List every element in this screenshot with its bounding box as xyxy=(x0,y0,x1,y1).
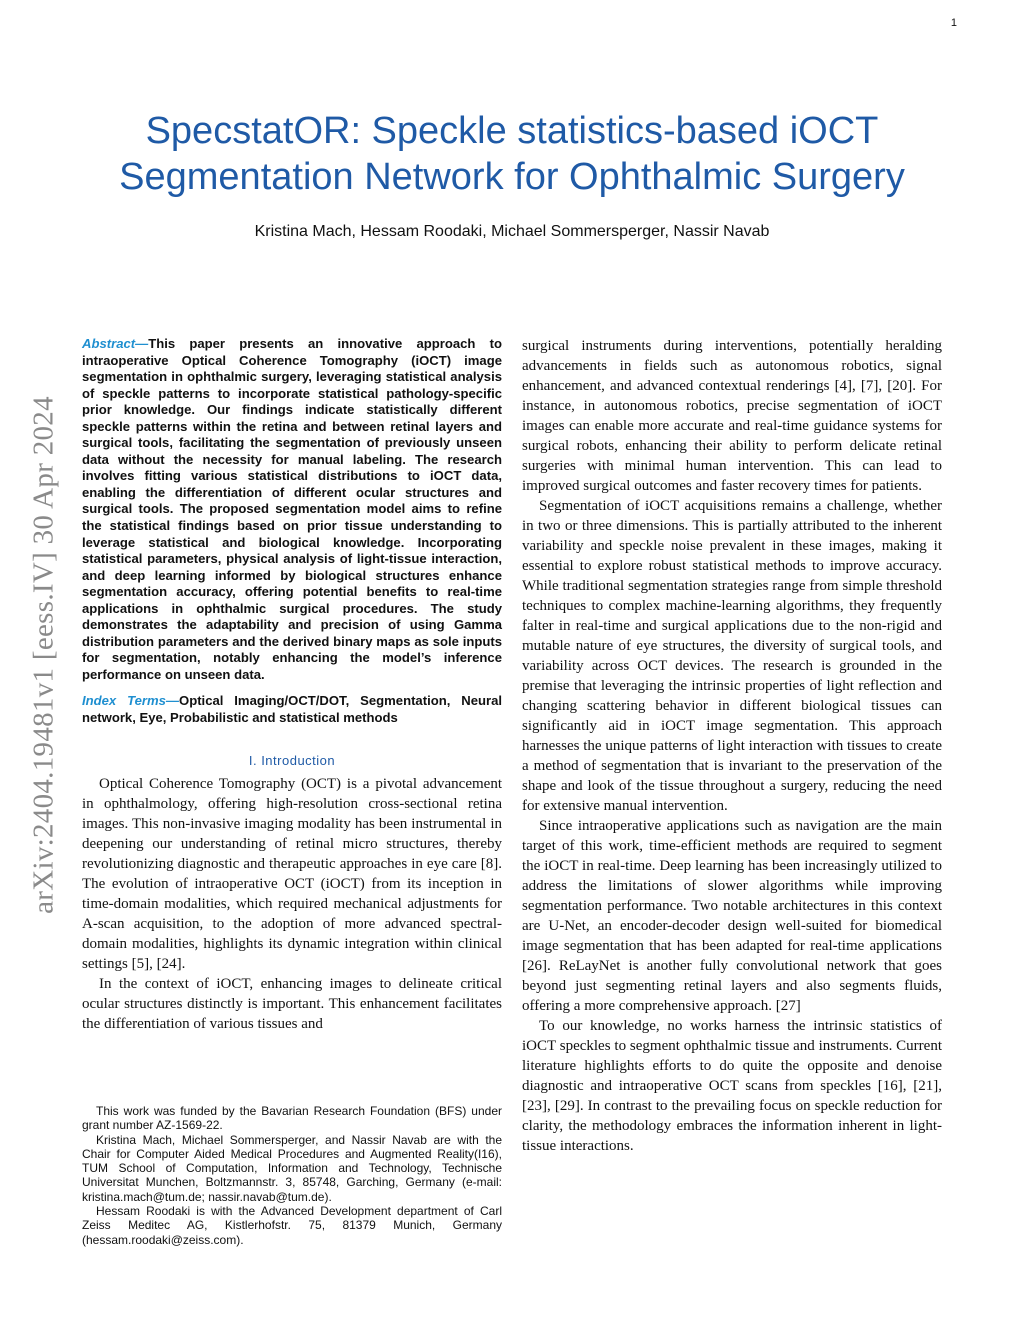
footnote-funding: This work was funded by the Bavarian Research Foundation (BFS) under grant number AZ-1569-22. xyxy=(82,1104,502,1133)
author-list: Kristina Mach, Hessam Roodaki, Michael Sommersperger, Nassir Navab xyxy=(254,223,770,240)
paper-title xyxy=(0,108,1024,200)
left-column xyxy=(82,336,502,1034)
right-column xyxy=(522,336,942,1156)
section-heading-introduction: I. Introduction xyxy=(248,752,336,768)
body-paragraph: Optical Coherence Tomography (OCT) is a pivotal advancement in ophthalmology, offering high-resolution cross-sectional retina images. This non-invasive imaging modality has been instrumental in deepening our understanding of retinal micro structures, thereby revolutionizing diagnostic and therapeutic approaches in eye care [8]. The evolution of intraoperative OCT (iOCT) from its inception in time-domain modalities, which required mechanical adjustments for A-scan acquisition, to the adoption of more advanced spectral-domain modalities, highlights its dynamic integration within clinical settings [5], [24]. xyxy=(82,775,502,972)
abstract-label: Abstract— xyxy=(82,336,149,351)
arxiv-identifier xyxy=(26,350,62,960)
body-paragraph: Segmentation of iOCT acquisitions remains a challenge, whether in two or three dimensions. This is partially attributed to the inherent variability and speckle noise prevalent in these images, making it essential to explore robust statistical methods to improve accuracy. While traditional segmentation strategies range from simple threshold techniques to complex machine-learning algorithms, they frequently falter in real-time and surgical applications due to the non-rigid and mutable nature of eye structures, the diversity of surgical tools, and variability across OCT devices. The research is grounded in the premise that leveraging the intrinsic properties of light reflection and changing scattering behavior in different biological tissues can significantly aid in iOCT image segmentation. This approach harnesses the unique patterns of light interaction with tissues to create a method of segmentation that is invariant to the preservation of the shape and look of the tissue throughout a surgery, reducing the need for extensive manual intervention. xyxy=(522,498,942,814)
body-paragraph: To our knowledge, no works harness the intrinsic statistics of iOCT speckles to segment ophthalmic tissue and instruments. Current literature highlights efforts to do quite the opposite and denoise diagnostic and intraoperative OCT scans from speckles [16], [21], [23], [29]. In contrast to the prevailing focus on speckle reduction for clarity, the methodology embraces the information inherent in light-tissue interactions. xyxy=(522,1018,942,1154)
arxiv-identifier-text: arXiv:2404.19481v1 [eess.IV] 30 Apr 2024 xyxy=(27,396,60,914)
title-line: Segmentation Network for Ophthalmic Surgery xyxy=(119,156,905,198)
abstract-text: This paper presents an innovative approach to intraoperative Optical Coherence Tomography (iOCT) image segmentation in ophthalmic surgery, leveraging statistical analysis of speckle patterns to incorporate statistical pathology-specific prior knowledge. Our findings indicate statistically different speckle patterns within the retina and between retinal layers and surgical tools, facilitating the segmentation of previously unseen data without the necessity for manual labeling. The research involves fitting various statistical distributions to iOCT data, enabling the differentiation of different ocular structures and surgical tools. The proposed segmentation model aims to refine the statistical findings based on prior tissue understanding to leverage statistical and biological knowledge. Incorporating statistical parameters, physical analysis of light-tissue interaction, and deep learning informed by biological structures enhance segmentation accuracy, offering potential benefits to real-time applications in ophthalmic surgical procedures. The study demonstrates the adaptability and precision of using Gamma distribution parameters and the derived binary maps as sole inputs for segmentation, notably enhancing the model’s inference performance on unseen data. xyxy=(82,336,502,682)
index-terms xyxy=(82,693,502,726)
body-paragraph-continued: surgical instruments during interventions, potentially heralding advancements in fields such as autonomous robotics, signal enhancement, and advanced contextual renderings [4], [7], [20]. For instance, in autonomous robotics, precise segmentation of iOCT images can enable more accurate and real-time guidance systems for surgical robots, enhancing their ability to perform delicate retinal surgeries with minimal human intervention. This can lead to improved surgical outcomes and faster recovery times for patients. xyxy=(522,338,942,494)
page-number: 1 xyxy=(950,17,957,29)
body-paragraph: In the context of iOCT, enhancing images to delineate critical ocular structures distinctly is important. This enhancement facilitates the differentiation of various tissues and xyxy=(82,975,502,1032)
footnote-affiliation: Hessam Roodaki is with the Advanced Development department of Carl Zeiss Meditec AG, Kistlerhofstr. 75, 81379 Munich, Germany (hessam.roodaki@zeiss.com). xyxy=(82,1204,502,1247)
index-terms-label: Index Terms— xyxy=(82,693,180,709)
footnote-affiliation: Kristina Mach, Michael Sommersperger, and Nassir Navab are with the Chair for Computer Aided Medical Procedures and Augmented Reality(I16), TUM School of Computation, Information and Technology, Technische Universitat Munchen, Boltzmannstr. 3, 85748, Garching, Germany (e-mail: kristina.mach@tum.de; nassir.navab@tum.de). xyxy=(82,1132,502,1204)
abstract xyxy=(82,336,502,683)
index-terms-text: Optical Imaging/OCT/DOT, Segmentation, Neural network, Eye, Probabilistic and statistical methods xyxy=(82,693,502,726)
body-paragraph: Since intraoperative applications such as navigation are the main target of this work, time-efficient methods are required to segment the iOCT in real-time. Deep learning has been increasingly utilized to address the limitations of slower algorithms while improving segmentation performance. Two notable architectures in this context are U-Net, an encoder-decoder design well-suited for biomedical image segmentation that has been adapted for real-time applications [26]. ReLayNet is another fully convolutional network that goes beyond just segmenting retinal layers and also segments fluids, offering a more comprehensive approach. [27] xyxy=(522,818,942,1014)
footnotes xyxy=(82,1104,502,1247)
title-line: SpecstatOR: Speckle statistics-based iOCT xyxy=(145,110,879,152)
